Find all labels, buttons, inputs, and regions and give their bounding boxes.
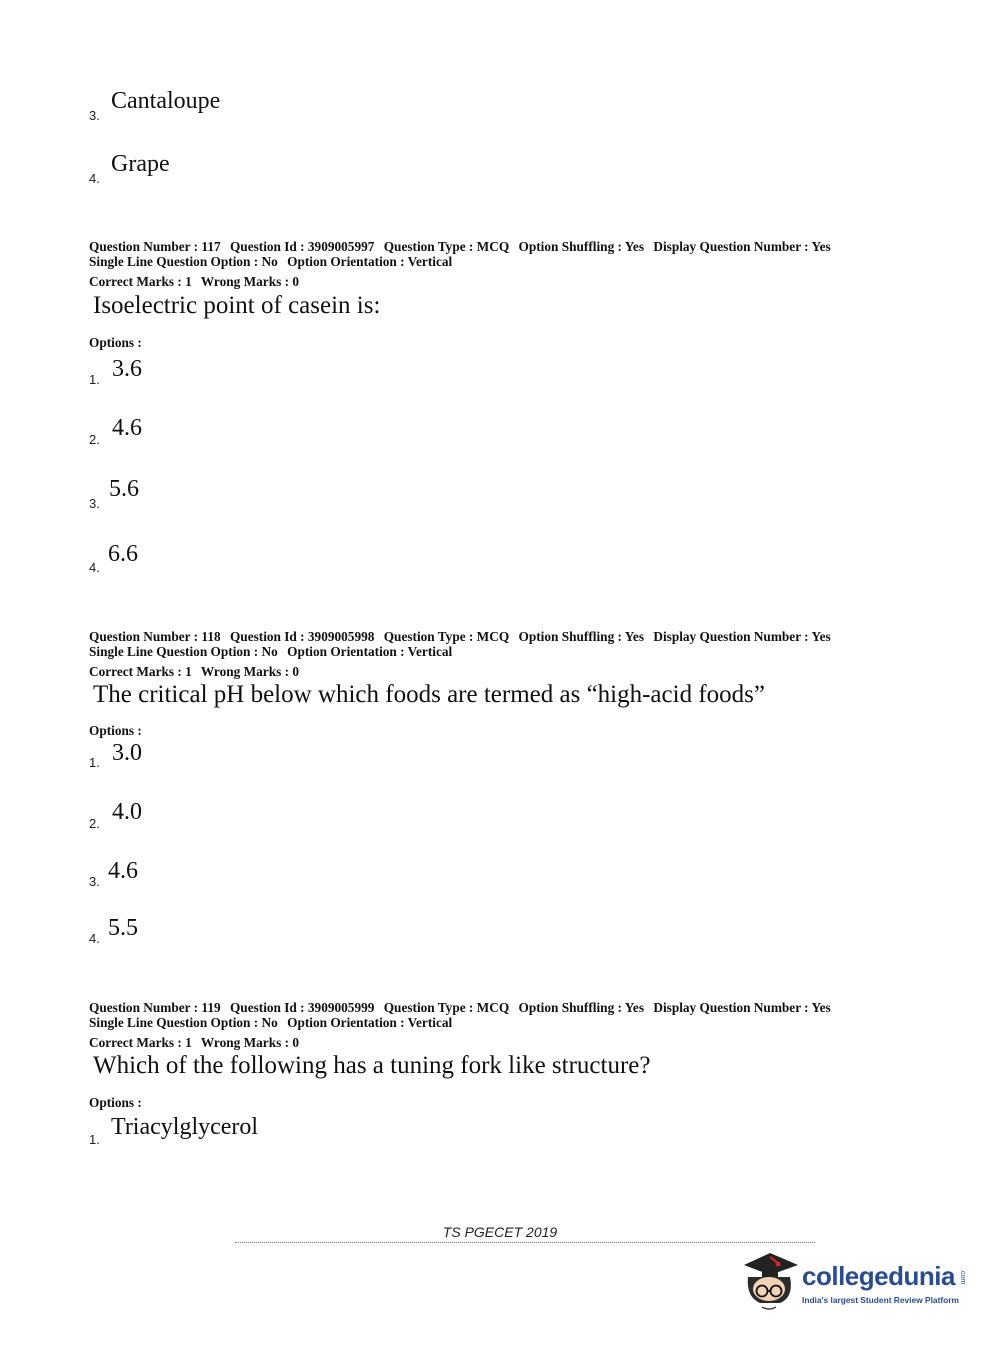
brand-tagline: India's largest Student Review Platform	[802, 1295, 959, 1305]
question-text: Isoelectric point of casein is:	[93, 292, 381, 319]
question-text: The critical pH below which foods are termed as “high-acid foods”	[93, 681, 765, 708]
option-number: 2.	[89, 816, 100, 831]
option-number: 1.	[89, 372, 100, 387]
option-text: Grape	[111, 151, 170, 177]
option-number: 2.	[89, 432, 100, 447]
option-number: 1.	[89, 755, 100, 770]
option-text: Triacylglycerol	[111, 1114, 259, 1140]
option-text: 6.6	[108, 541, 138, 567]
meta-field: Display Question Number : Yes	[653, 239, 831, 254]
option-text: 3.6	[112, 356, 142, 382]
wrong-marks: Wrong Marks : 0	[200, 1035, 299, 1050]
option-item	[0, 88, 600, 128]
option-item	[0, 1114, 600, 1154]
brand-suffix: .com	[959, 1269, 966, 1285]
option-item	[0, 476, 600, 516]
option-number: 3.	[89, 496, 100, 511]
option-text: 5.6	[109, 476, 139, 502]
option-text: 3.0	[112, 740, 142, 766]
option-number: 1.	[89, 1132, 100, 1147]
meta-field: Question Id : 3909005998	[229, 629, 375, 644]
meta-field: Question Number : 117	[89, 239, 221, 254]
option-number: 3.	[89, 874, 100, 889]
meta-field: Option Shuffling : Yes	[518, 629, 645, 644]
options-label: Options :	[89, 1095, 142, 1110]
correct-marks: Correct Marks : 1	[89, 1035, 192, 1050]
option-item	[0, 541, 600, 581]
option-text: 4.6	[112, 415, 142, 441]
options-label: Options :	[89, 723, 142, 738]
correct-marks: Correct Marks : 1	[89, 274, 192, 289]
option-item	[0, 740, 600, 780]
question-meta	[89, 239, 837, 289]
meta-field: Display Question Number : Yes	[653, 1000, 831, 1015]
footer-divider	[235, 1242, 815, 1247]
meta-field: Option Shuffling : Yes	[518, 239, 645, 254]
question-meta	[89, 629, 837, 679]
meta-field: Question Number : 119	[89, 1000, 221, 1015]
option-text: 4.6	[108, 858, 138, 884]
brand-name: collegedunia	[802, 1261, 955, 1291]
meta-field: Option Shuffling : Yes	[518, 1000, 645, 1015]
options-label: Options :	[89, 335, 142, 350]
question-text: Which of the following has a tuning fork like structure?	[93, 1052, 651, 1079]
meta-field: Question Id : 3909005997	[229, 239, 375, 254]
wrong-marks: Wrong Marks : 0	[200, 274, 299, 289]
question-meta	[89, 1000, 837, 1050]
collegedunia-logo	[740, 1247, 970, 1317]
option-number: 3.	[89, 108, 100, 123]
option-number: 4.	[89, 931, 100, 946]
meta-field: Display Question Number : Yes	[653, 629, 831, 644]
meta-field: Question Number : 118	[89, 629, 221, 644]
option-item	[0, 356, 600, 396]
correct-marks: Correct Marks : 1	[89, 664, 192, 679]
option-number: 4.	[89, 560, 100, 575]
meta-field: Single Line Question Option : No	[89, 254, 278, 269]
meta-field: Question Type : MCQ	[383, 629, 510, 644]
option-text: 4.0	[112, 799, 142, 825]
wrong-marks: Wrong Marks : 0	[200, 664, 299, 679]
meta-field: Option Orientation : Vertical	[287, 644, 453, 659]
meta-field: Single Line Question Option : No	[89, 644, 278, 659]
option-item	[0, 151, 600, 191]
meta-field: Question Id : 3909005999	[229, 1000, 375, 1015]
meta-field: Question Type : MCQ	[383, 1000, 510, 1015]
option-number: 4.	[89, 171, 100, 186]
footer-exam-name: TS PGECET 2019	[442, 1224, 558, 1240]
option-item	[0, 415, 600, 455]
meta-field: Option Orientation : Vertical	[287, 254, 453, 269]
meta-field: Option Orientation : Vertical	[287, 1015, 453, 1030]
meta-field: Question Type : MCQ	[383, 239, 510, 254]
option-item	[0, 915, 600, 955]
mascot-icon	[740, 1247, 802, 1313]
meta-field: Single Line Question Option : No	[89, 1015, 278, 1030]
option-text: Cantaloupe	[111, 88, 221, 114]
option-item	[0, 858, 600, 898]
option-item	[0, 799, 600, 839]
option-text: 5.5	[108, 915, 138, 941]
